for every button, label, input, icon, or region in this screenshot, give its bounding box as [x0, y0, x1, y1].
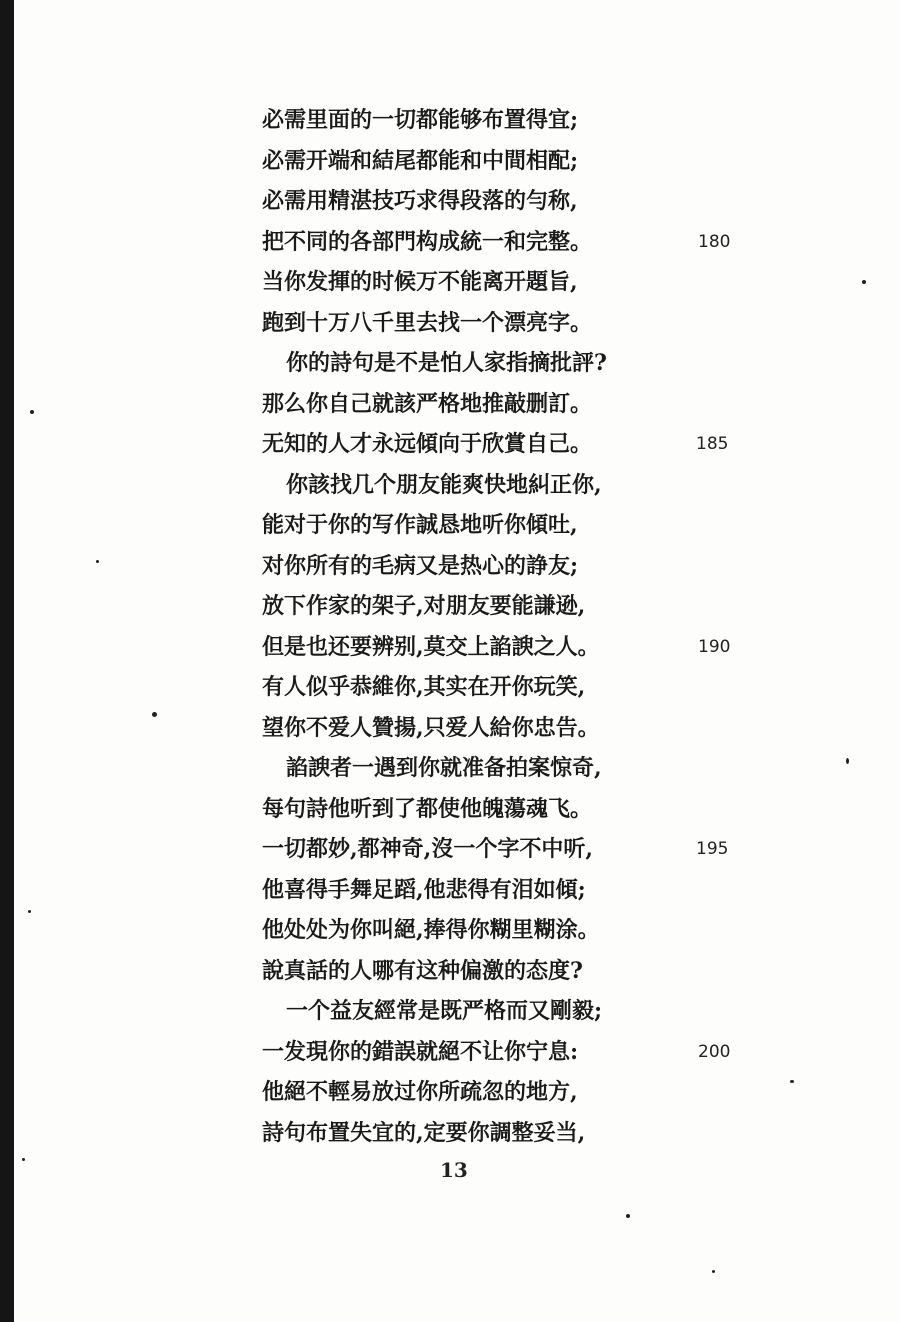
- poem-line: 必需开端和結尾都能和中間相配;: [262, 147, 579, 174]
- poem-line: 当你发揮的时候万不能离开題旨,: [262, 269, 578, 295]
- line-number: 190: [698, 636, 731, 657]
- poem-line: 一个益友經常是既严格而又剛毅;: [286, 998, 603, 1024]
- poem-line: 对你所有的毛病又是热心的諍友;: [262, 552, 579, 579]
- scan-speck: [152, 712, 157, 717]
- scan-edge: [0, 0, 14, 1322]
- poem-text: [262, 100, 662, 1153]
- scan-speck: [28, 910, 31, 913]
- poem-line: 他絕不輕易放过你所疏忽的地方,: [262, 1079, 578, 1105]
- poem-line: 那么你自己就該严格地推敲删訂。: [262, 390, 593, 417]
- page-number: 13: [440, 1158, 468, 1182]
- scan-speck: [862, 280, 866, 284]
- poem-line: 必需用精湛技巧求得段落的勻称,: [262, 188, 578, 214]
- scan-speck: [30, 410, 34, 414]
- line-number: 200: [698, 1041, 731, 1062]
- poem-line: 諂諛者一遇到你就准备拍案惊奇,: [286, 755, 602, 781]
- poem-line: 放下作家的架子,对朋友要能謙逊,: [262, 593, 586, 619]
- scan-speck: [22, 1158, 25, 1161]
- scan-speck: [712, 1270, 715, 1273]
- scan-speck: [846, 758, 849, 764]
- poem-line: 必需里面的一切都能够布置得宜;: [262, 107, 579, 133]
- poem-line: 无知的人才永远傾向于欣賞自己。: [262, 431, 593, 457]
- poem-line: 一发現你的錯誤就絕不让你宁息:: [262, 1038, 579, 1065]
- poem-line: 他处处为你叫絕,捧得你糊里糊涂。: [262, 917, 600, 943]
- scan-speck: [96, 560, 99, 563]
- poem-line: 你該找几个朋友能爽快地糾正你,: [286, 471, 602, 498]
- poem-line: 你的詩句是不是怕人家指摘批評?: [286, 350, 607, 376]
- poem-line: 一切都妙,都神奇,沒一个字不中听,: [262, 836, 593, 862]
- poem-line: 但是也还要辨别,莫交上諂諛之人。: [262, 633, 600, 660]
- poem-line: 有人似乎恭維你,其实在开你玩笑,: [262, 674, 586, 700]
- line-number: 180: [698, 231, 731, 252]
- poem-line: 能对于你的写作誠恳地听你傾吐,: [262, 512, 578, 538]
- poem-line: 每句詩他听到了都使他魄蕩魂飞。: [262, 795, 593, 822]
- scan-speck: [790, 1080, 794, 1083]
- scan-speck: [626, 1214, 630, 1218]
- line-number: 195: [696, 839, 729, 859]
- line-number: 185: [696, 434, 729, 454]
- poem-line: 他喜得手舞足蹈,他悲得有泪如傾;: [262, 876, 586, 903]
- poem-line: 跑到十万八千里去找一个漂亮字。: [262, 309, 593, 336]
- poem-line: 詩句布置失宜的,定要你調整妥当,: [262, 1119, 586, 1146]
- poem-line: 望你不爱人贊揚,只爱人給你忠告。: [262, 714, 600, 741]
- poem-line: 說真話的人哪有这种偏激的态度?: [262, 957, 583, 984]
- poem-line: 把不同的各部門构成統一和完整。: [262, 228, 593, 255]
